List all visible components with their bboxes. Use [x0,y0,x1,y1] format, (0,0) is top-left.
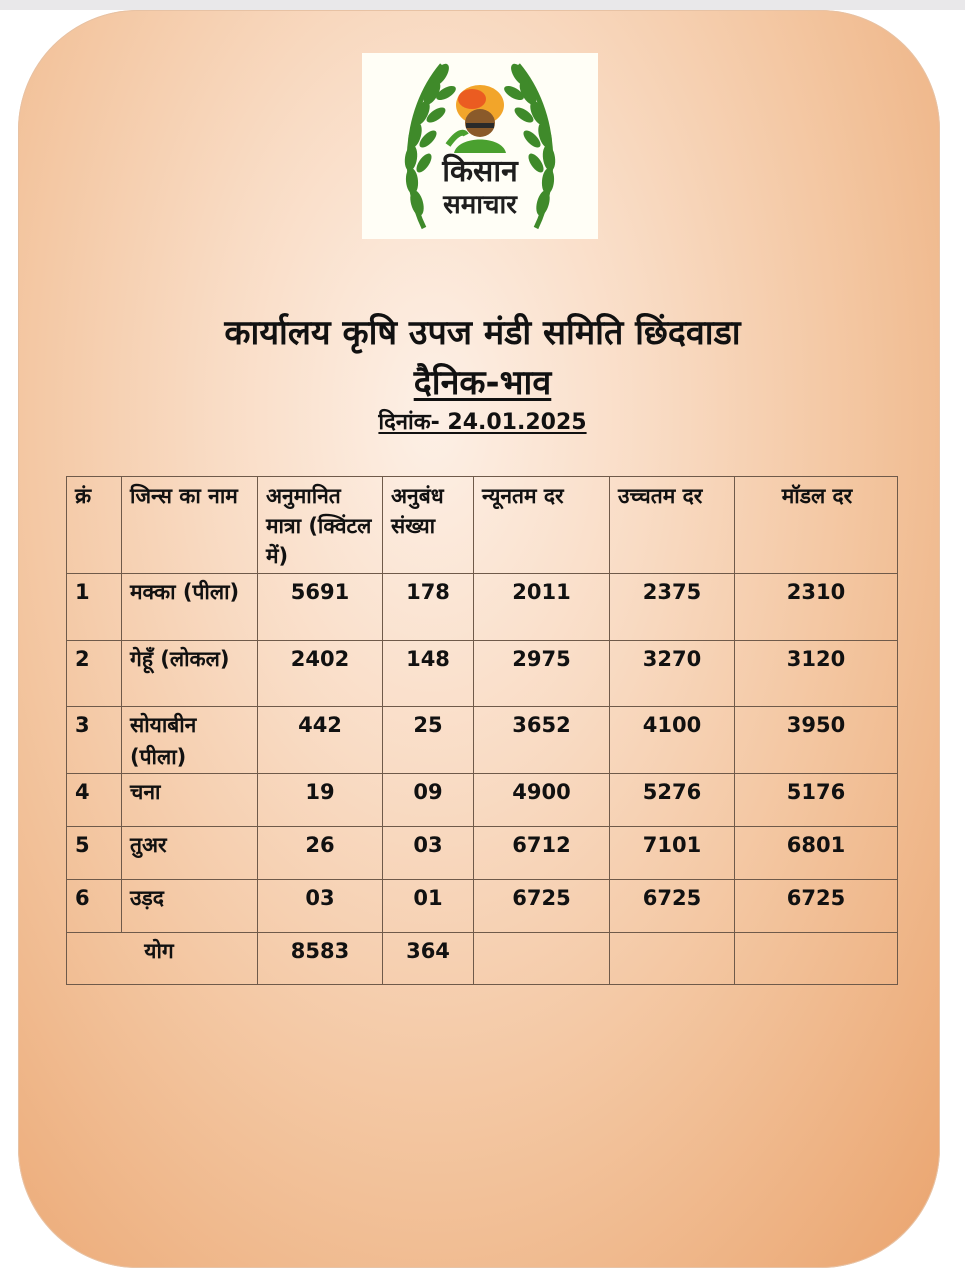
cell-sr: 2 [67,641,122,707]
daily-rates-heading: दैनिक-भाव [413,363,552,403]
cell-sr: 6 [67,880,122,933]
cell-sr: 3 [67,707,122,774]
col-header-max-rate: उच्चतम दर [610,477,735,574]
cell-sr: 4 [67,774,122,827]
col-header-model-rate: मॉडल दर [735,477,898,574]
rates-table [66,476,898,985]
date-label: दिनांक- 24.01.2025 [378,410,587,435]
cell-quantity: 2402 [258,641,383,707]
cell-empty [735,933,898,985]
table-row [67,774,898,827]
table-total-row [67,933,898,985]
cell-total-label: योग [67,933,258,985]
cell-commodity: सोयाबीन (पीला) [122,707,258,774]
table-row [67,880,898,933]
cell-max-rate: 5276 [610,774,735,827]
cell-max-rate: 7101 [610,827,735,880]
cell-sr: 5 [67,827,122,880]
cell-contracts: 09 [383,774,474,827]
cell-quantity: 03 [258,880,383,933]
cell-commodity: गेहूँ (लोकल) [122,641,258,707]
cell-min-rate: 4900 [474,774,610,827]
cell-model-rate: 6801 [735,827,898,880]
cell-max-rate: 3270 [610,641,735,707]
cell-contracts: 178 [383,574,474,641]
table-row [67,641,898,707]
cell-quantity: 5691 [258,574,383,641]
table-row [67,707,898,774]
cell-total-contracts: 364 [383,933,474,985]
cell-contracts: 148 [383,641,474,707]
cell-quantity: 442 [258,707,383,774]
cell-min-rate: 6725 [474,880,610,933]
cell-model-rate: 5176 [735,774,898,827]
table-row [67,827,898,880]
col-header-quantity: अनुमानित मात्रा (क्विंटल में) [258,477,383,574]
cell-contracts: 25 [383,707,474,774]
table-header-row [67,477,898,574]
cell-model-rate: 3120 [735,641,898,707]
logo-word-kisan: किसान [442,154,518,189]
cell-min-rate: 6712 [474,827,610,880]
cell-contracts: 01 [383,880,474,933]
cell-quantity: 26 [258,827,383,880]
office-title: कार्यालय कृषि उपज मंडी समिति छिंदवाडा [224,313,741,353]
cell-empty [474,933,610,985]
cell-empty [610,933,735,985]
cell-commodity: चना [122,774,258,827]
cell-commodity: तुअर [122,827,258,880]
cell-max-rate: 6725 [610,880,735,933]
table-row [67,574,898,641]
cell-max-rate: 4100 [610,707,735,774]
col-header-sr: क्रं [67,477,122,574]
cell-contracts: 03 [383,827,474,880]
cell-min-rate: 2975 [474,641,610,707]
kisan-samachar-logo [362,53,598,239]
cell-sr: 1 [67,574,122,641]
cell-max-rate: 2375 [610,574,735,641]
cell-commodity: मक्का (पीला) [122,574,258,641]
logo-word-samachar: समाचार [443,190,517,220]
cell-model-rate: 6725 [735,880,898,933]
cell-total-quantity: 8583 [258,933,383,985]
cell-model-rate: 2310 [735,574,898,641]
cell-model-rate: 3950 [735,707,898,774]
top-strip [0,0,965,10]
col-header-contracts: अनुबंध संख्या [383,477,474,574]
cell-commodity: उड़द [122,880,258,933]
col-header-min-rate: न्यूनतम दर [474,477,610,574]
cell-quantity: 19 [258,774,383,827]
cell-min-rate: 3652 [474,707,610,774]
col-header-commodity: जिन्स का नाम [122,477,258,574]
cell-min-rate: 2011 [474,574,610,641]
